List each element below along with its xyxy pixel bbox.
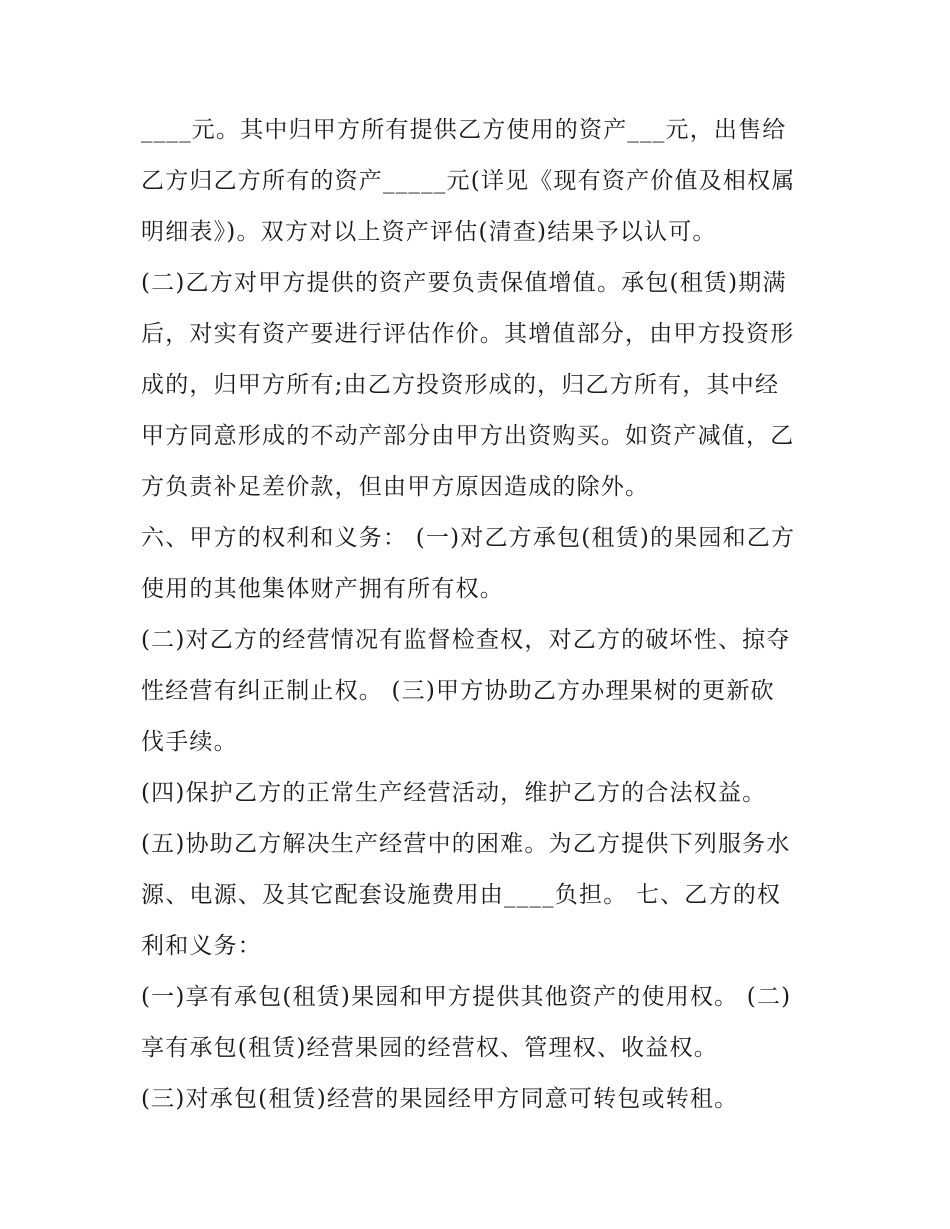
text-line: (四)保护乙方的正常生产经营活动，维护乙方的合法权益。 (141, 780, 767, 806)
text-line: 伐手续。 (141, 729, 238, 755)
text-line: 乙方归乙方所有的资产_____元(详见《现有资产价值及相权属 (141, 168, 796, 194)
text-line: 成的，归甲方所有;由乙方投资形成的，归乙方所有，其中经 (141, 372, 780, 398)
text-line: (三)对承包(租赁)经营的果园经甲方同意可转包或转租。 (141, 1086, 739, 1112)
text-line: 甲方同意形成的不动产部分由甲方出资购买。如资产减值，乙 (141, 423, 795, 449)
text-line: 方负责补足差价款，但由甲方原因造成的除外。 (141, 474, 650, 500)
text-line: (五)协助乙方解决生产经营中的困难。为乙方提供下列服务水 (141, 831, 791, 857)
text-line: (二)乙方对甲方提供的资产要负责保值增值。承包(租赁)期满 (141, 270, 787, 296)
text-line: (一)享有承包(租赁)果园和甲方提供其他资产的使用权。 (二) (141, 984, 792, 1010)
text-line: 利和义务： (141, 933, 262, 959)
text-line: 后，对实有资产要进行评估作价。其增值部分，由甲方投资形 (141, 321, 795, 347)
text-line: ____元。其中归甲方所有提供乙方使用的资产___元，出售给 (141, 117, 787, 143)
text-line: 六、甲方的权利和义务： (一)对乙方承包(租赁)的果园和乙方 (141, 525, 796, 551)
text-line: 享有承包(租赁)经营果园的经营权、管理权、收益权。 (141, 1035, 718, 1061)
text-line: (二)对乙方的经营情况有监督检查权，对乙方的破坏性、掠夺 (141, 627, 791, 653)
document-body (141, 105, 821, 1125)
text-line: 源、电源、及其它配套设施费用由____负担。 七、乙方的权 (141, 882, 782, 908)
text-line: 明细表》)。双方对以上资产评估(清查)结果予以认可。 (141, 219, 717, 245)
text-line: 性经营有纠正制止权。 (三)甲方协助乙方办理果树的更新砍 (141, 678, 775, 704)
text-line: 使用的其他集体财产拥有所有权。 (141, 576, 504, 602)
